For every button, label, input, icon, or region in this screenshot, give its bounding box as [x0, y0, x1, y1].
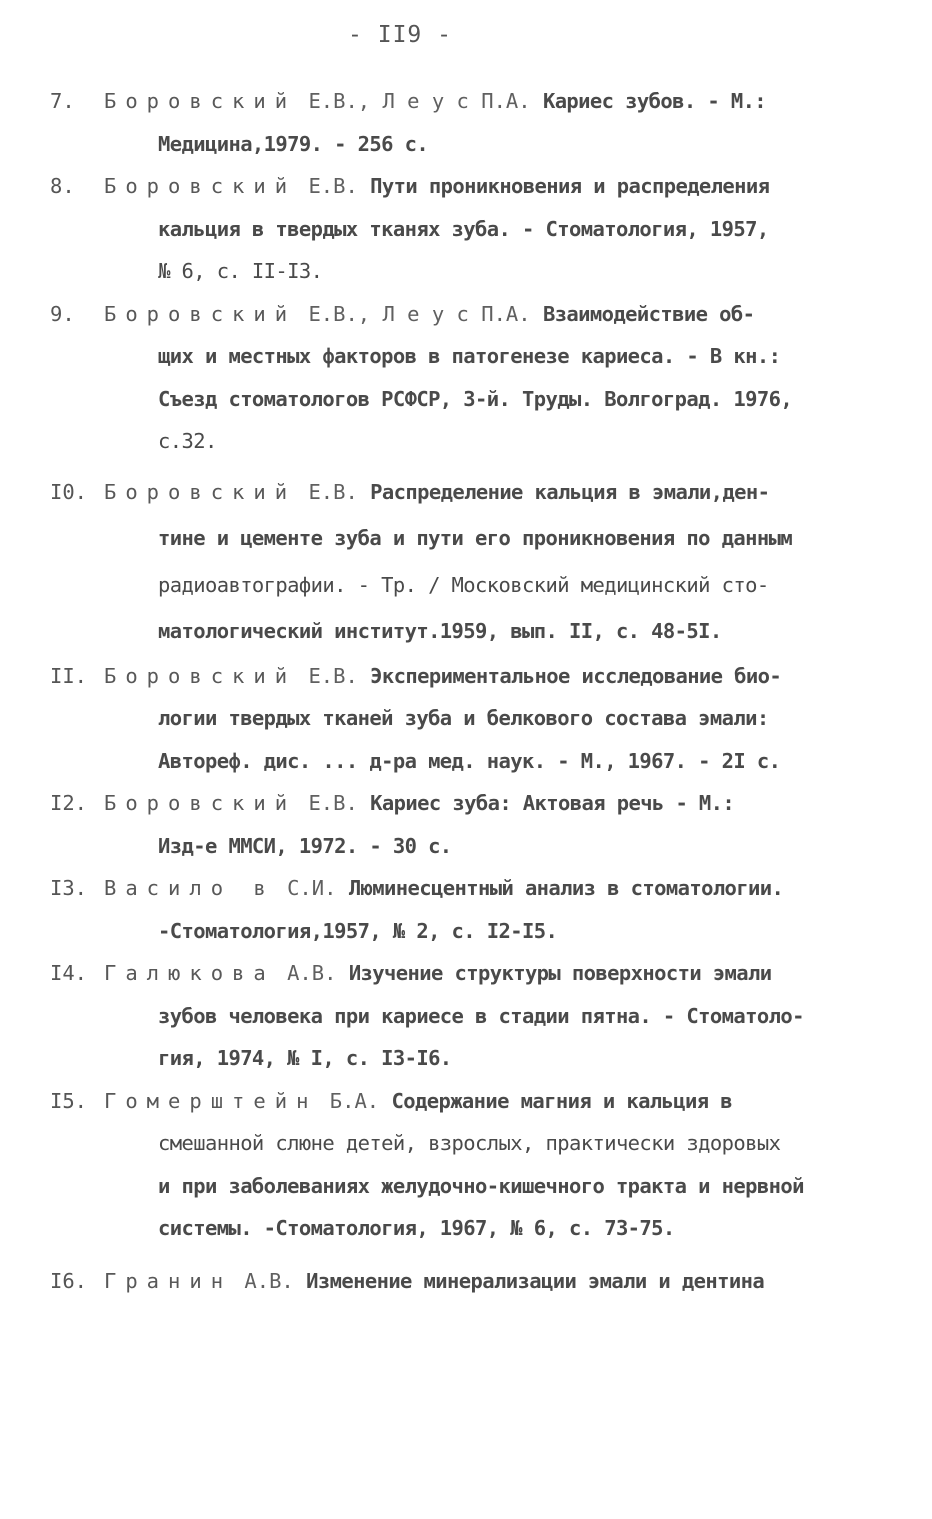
- entry-title: Содержание магния и кальция в: [391, 1088, 733, 1113]
- entry-title: Экспериментальное исследование био-: [370, 663, 782, 688]
- entry-author: Боровский: [104, 301, 297, 326]
- entry-initials: Е.В., Л е у с П.А.: [308, 89, 531, 113]
- entry-line: радиоавтографии. - Тр. / Московский медицинский сто-: [158, 572, 769, 597]
- entry-initials: С.И.: [287, 876, 337, 900]
- entry-first-line: [104, 80, 900, 123]
- entry-author: Васило в: [104, 876, 275, 900]
- entry-initials: Е.В.: [308, 663, 358, 688]
- entry-first-line: [104, 1080, 900, 1123]
- entry-line: -Стоматология,1957, № 2, с. I2-I5.: [158, 918, 558, 943]
- entry-line: смешанной слюне детей, взрослых, практически здоровых: [158, 1131, 781, 1155]
- entry-first-line: [104, 1260, 900, 1303]
- entry-line: Автореф. дис. ... д-ра мед. наук. - М., 1967. - 2I с.: [158, 748, 781, 773]
- bibliography-entry: [50, 165, 900, 293]
- entry-author: Боровский: [104, 89, 297, 113]
- entry-line: щих и местных факторов в патогенезе кариеса. - В кн.:: [158, 344, 781, 368]
- entry-line: кальция в твердых тканях зуба. - Стоматология, 1957,: [158, 216, 769, 241]
- entry-author: Галюкова: [104, 961, 275, 985]
- bibliography-entry: [50, 1260, 900, 1303]
- entry-line: № 6, с. II-I3.: [158, 259, 323, 283]
- entry-initials: Б.А.: [329, 1088, 380, 1113]
- entry-number: I4.: [50, 961, 88, 985]
- entry-line: тине и цементе зуба и пути его проникновения по данным: [158, 526, 793, 550]
- entry-title: Кариес зубов. - М.:: [542, 89, 767, 113]
- entry-number: 8.: [50, 174, 75, 198]
- entry-line: матологический институт.1959, вып. II, с. 48-5I.: [158, 619, 722, 643]
- bibliography-entry: [50, 80, 900, 165]
- entry-first-line: [104, 782, 900, 825]
- entry-line: Медицина,1979. - 256 с.: [158, 131, 429, 156]
- bibliography-entry: [50, 867, 900, 952]
- entry-number: 7.: [50, 89, 75, 113]
- entry-author: Боровский: [104, 663, 297, 688]
- entry-line: с.32.: [158, 429, 217, 453]
- entry-author: Гомерштейн: [104, 1088, 318, 1113]
- entry-number: I2.: [50, 791, 88, 815]
- entry-title: Распределение кальция в эмали,ден-: [370, 479, 770, 504]
- entry-line: системы. -Стоматология, 1967, № 6, с. 73-75.: [158, 1216, 675, 1240]
- entry-title: Изменение минерализации эмали и дентина: [306, 1268, 765, 1293]
- entry-line: логии твердых тканей зуба и белкового состава эмали:: [158, 706, 769, 730]
- page-number: - II9 -: [348, 22, 452, 48]
- entry-initials: Е.В.: [308, 791, 358, 815]
- entry-title: Взаимодействие об-: [542, 301, 755, 326]
- entry-first-line: [104, 655, 900, 698]
- bibliography-entry: [50, 952, 900, 1080]
- entry-title: Кариес зуба: Актовая речь - М.:: [370, 791, 735, 815]
- entry-number: I6.: [50, 1268, 88, 1293]
- entry-number: I0.: [50, 479, 88, 504]
- entry-line: зубов человека при кариесе в стадии пятна. - Стоматоло-: [158, 1003, 804, 1028]
- entry-first-line: [104, 469, 900, 516]
- entry-initials: А.В.: [287, 961, 337, 985]
- entry-line: гия, 1974, № I, с. I3-I6.: [158, 1046, 452, 1070]
- bibliography-entry: [50, 293, 900, 463]
- entry-initials: Е.В.: [308, 174, 358, 198]
- entry-author: Гранин: [104, 1268, 233, 1293]
- bibliography-list: [50, 80, 900, 1302]
- entry-initials: А.В.: [244, 1268, 294, 1293]
- entry-first-line: [104, 165, 900, 208]
- entry-first-line: [104, 293, 900, 336]
- bibliography-entry: [50, 469, 900, 655]
- entry-line: Съезд стоматологов РСФСР, 3-й. Труды. Волгоград. 1976,: [158, 386, 793, 411]
- entry-first-line: [104, 952, 900, 995]
- entry-number: II.: [50, 663, 88, 688]
- entry-title: Люминесцентный анализ в стоматологии.: [348, 876, 784, 900]
- entry-initials: Е.В.: [308, 479, 358, 504]
- entry-number: 9.: [50, 301, 75, 326]
- entry-author: Боровский: [104, 479, 297, 504]
- bibliography-entry: [50, 655, 900, 783]
- entry-author: Боровский: [104, 791, 297, 815]
- entry-line: Изд-е ММСИ, 1972. - 30 с.: [158, 833, 452, 858]
- bibliography-entry: [50, 1080, 900, 1250]
- entry-line: и при заболеваниях желудочно-кишечного тракта и нервной: [158, 1173, 804, 1198]
- entry-author: Боровский: [104, 174, 297, 198]
- entry-initials: Е.В., Л е у с П.А.: [308, 301, 531, 326]
- entry-title: Пути проникновения и распределения: [370, 174, 770, 198]
- bibliography-entry: [50, 782, 900, 867]
- entry-number: I5.: [50, 1088, 88, 1113]
- entry-number: I3.: [50, 876, 88, 900]
- entry-first-line: [104, 867, 900, 910]
- entry-title: Изучение структуры поверхности эмали: [348, 961, 772, 985]
